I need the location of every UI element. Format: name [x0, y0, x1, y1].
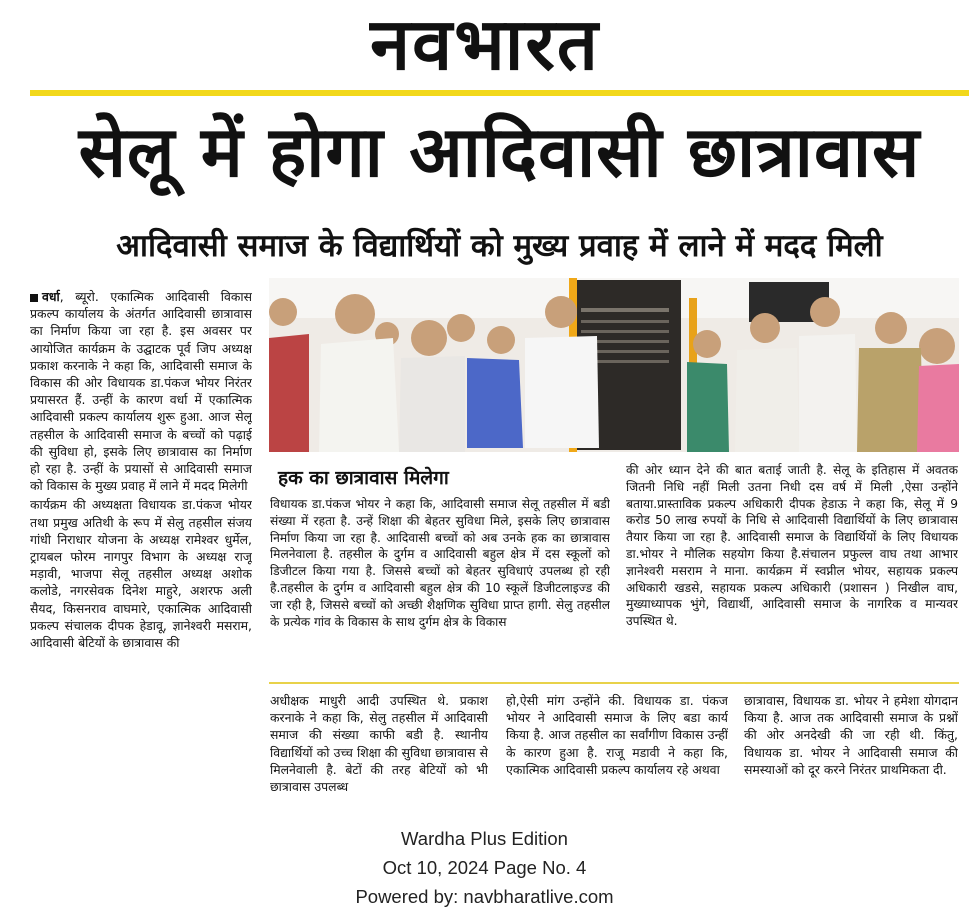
middle-column: विधायक डा.पंकज भोयर ने कहा कि, आदिवासी समाज सेलू तहसील में बडी संख्या में रहता है. उन्हें शिक्षा की बेहतर सुविधा मिले, इसके लिए छात्रावास निर्माण किया जा रहा है. आदिवासी बच्चों को अब उनके हक का छात्रावास मिलनेवाला है. तहसील के दुर्गम व आदिवासी बहुल क्षेत्र में दस स्कूलों को डिजीटल किया गया है. जिससे बच्चों को बेहतर सुविधाएं उपलब्ध हो रही है.तहसील के दुर्गम व आदिवासी बहुल क्षेत्र की 10 स्कूलें डिजीटलाइज्ड की जा रही है, जिससे बच्चों को अच्छी शैक्षणिक सुविधा प्राप्त हागी. सेलु तहसील के प्रत्येक गांव के विकास के साथ दुर्गम क्षेत्र के विकास [270, 497, 610, 629]
group-photo-illustration [269, 278, 959, 452]
newspaper-logo: नवभारत [370, 2, 600, 86]
section-heading [270, 464, 610, 492]
left-paragraph-1 [30, 288, 252, 494]
edition-label: Wardha Plus Edition [401, 828, 568, 849]
bottom-column-3: छात्रावास, विधायक डा. भोयर ने हमेशा योगदान किया है. आज तक आदिवासी समाज के प्रश्नों की ओर अनदेखी की जा रही थी. किंतु, विधायक डा. भोयर ने आदिवासी समाज की समस्याओं को दूर करने निरंतर प्राथमिकता दी. [744, 693, 958, 777]
left-text-1: , ब्यूरो. एकात्मिक आदिवासी विकास प्रकल्प कार्यालय के अंतर्गत आदिवासी छात्रावास का निर्माण किया जा रहा है. इस अवसर पर आयोजित कार्यक्रम के उद्घाटक पूर्व जिप अध्यक्ष प्रकाश करनाके ने कहा कि, आदिवासी समाज के विकास की ओर विधायक डा.पंकज भोयर निरंतर प्रयासरत हैं. उन्हीं के कारण वर्धा में एकात्मिक आदिवासी प्रकल्प कार्यालय शुरू हुआ. आज सेलू तहसील के आदिवासी समाज के बच्चों को पढ़ाई की सुविधा हो, इसके लिए छात्रावास का निर्माण हो रहा है. उन्हीं के प्रयासों से आदिवासी समाज को विकास के मुख्य प्रवाह में लाने में मदद मिलेगी [30, 289, 252, 494]
headline: सेलू में होगा आदिवासी छात्रावास [78, 111, 921, 193]
section-divider [269, 682, 959, 684]
subheadline: आदिवासी समाज के विद्यार्थियों को मुख्य प्रवाह में लाने में मदद मिली [116, 228, 883, 264]
masthead-rule [30, 90, 969, 96]
right-column: की ओर ध्यान देने की बात बताई जाती है. सेलू के इतिहास में अवतक जितनी निधि नहीं मिली उतना निधी दस वर्ष में मिली ,ऐसा उन्होंने बताया.प्रास्ताविक प्रकल्प अधिकारी दीपक हेडाऊ ने कहा कि, सेलू में 9 करोड 50 लाख रुपयों के निधि से आदिवासी विद्यार्थियों के लिए छात्रावास तैयार किया जा रहा है. आदिवासी समाज के विद्यार्थियों के लिए विधायक डा.भोयर ने मौलिक सहयोग किया है.संचालन प्रफुल्ल वाघ तथा आभार ज्ञानेश्वरी मसराम ने माना. कार्यक्रम में स्वप्नील भोयर, सहायक प्रकल्प अधिकारी खडसे, सहायक प्रकल्प अधिकारी (प्रशासन ) निखील वाघ, मुख्याध्यापक भुंगे, विद्यार्थी, आदिवासी समाज के नागरिक व मान्यवर उपस्थित थे. [626, 463, 958, 629]
left-paragraph-2: कार्यक्रम की अध्यक्षता विधायक डा.पंकज भोयर तथा प्रमुख अतिथी के रूप में सेलु तहसील संजय गांधी निराधार योजना के अध्यक्ष रामेश्वर धुर्मेल, ट्रायबल फोरम नागपुर विभाग के अध्यक्ष राजू मड़ावी, भाजपा सेलू तहसील अध्यक्ष अशोक कलोडे, नगरसेवक दिनेश माहुरे, अशरफ अली सैयद, किसनराव वाघमारे, एकात्मिक आदिवासी प्रकल्प संचालक दीपक हेडावू, ज्ञानेश्वरी मसराम, आदिवासी बेटियों के छात्रावास की [30, 497, 252, 651]
event-photo [269, 278, 959, 452]
bottom-column-1: अधीक्षक माधुरी आदी उपस्थित थे. प्रकाश करनाके ने कहा कि, सेलु तहसील में आदिवासी समाज की संख्या काफी बडी है. स्थानीय विद्यार्थियों को उच्च शिक्षा की सुविधा छात्रावास से मिलनेवाली है. बेटों की तरह बेटियों को भी छात्रावास उपलब्ध [270, 693, 488, 795]
dateline: वर्धा [42, 289, 60, 304]
footer [0, 824, 969, 911]
powered-by-link[interactable]: Powered by: navbharatlive.com [355, 886, 614, 907]
bullet-icon [30, 294, 38, 302]
section-title: हक का छात्रावास मिलेगा [278, 467, 449, 489]
left-column [30, 288, 252, 808]
date-page-label: Oct 10, 2024 Page No. 4 [382, 857, 587, 878]
bottom-column-2: हो,ऐसी मांग उन्होंने की. विधायक डा. पंकज भोयर ने आदिवासी समाज के लिए बडा कार्य किया है. आज तहसील का सर्वांगीण विकास उन्हीं के कारण हुआ है. राजू मडावी ने कहा कि, एकात्मिक आदिवासी प्रकल्प कार्यालय रहे अथवा [506, 693, 728, 777]
masthead [0, 0, 969, 95]
